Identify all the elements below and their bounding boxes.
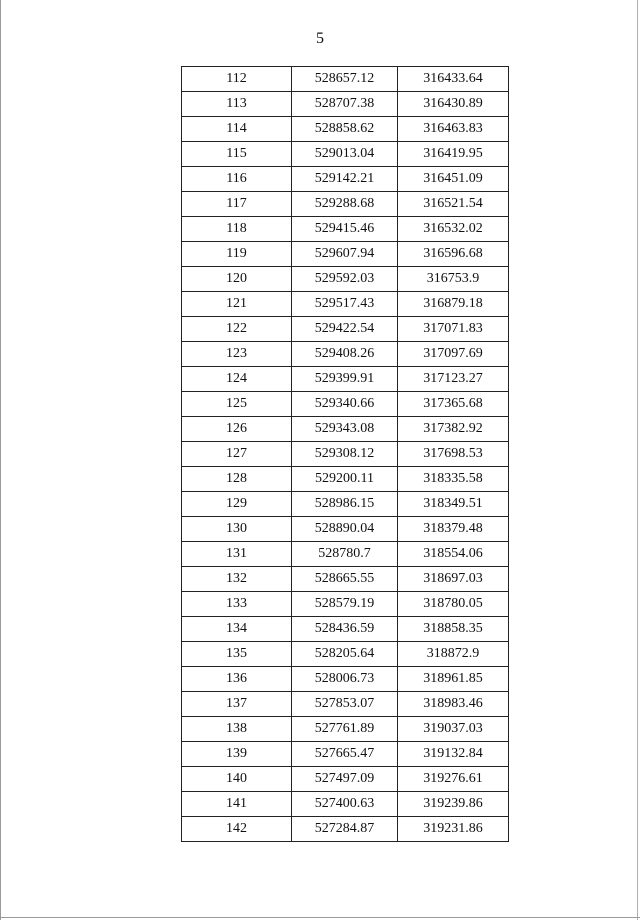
y-coordinate-cell: 318349.51: [398, 492, 509, 517]
table-row: [182, 517, 509, 542]
x-coordinate-cell: 529340.66: [292, 392, 398, 417]
table-row: [182, 167, 509, 192]
y-coordinate-cell: 316596.68: [398, 242, 509, 267]
point-number-cell: 115: [182, 142, 292, 167]
point-number-cell: 131: [182, 542, 292, 567]
table-row: [182, 342, 509, 367]
table-row: [182, 317, 509, 342]
x-coordinate-cell: 529592.03: [292, 267, 398, 292]
x-coordinate-cell: 528436.59: [292, 617, 398, 642]
table-row: [182, 117, 509, 142]
x-coordinate-cell: 529607.94: [292, 242, 398, 267]
point-number-cell: 137: [182, 692, 292, 717]
table-row: [182, 267, 509, 292]
x-coordinate-cell: 529142.21: [292, 167, 398, 192]
table-row: [182, 642, 509, 667]
x-coordinate-cell: 528780.7: [292, 542, 398, 567]
y-coordinate-cell: 316451.09: [398, 167, 509, 192]
x-coordinate-cell: 528707.38: [292, 92, 398, 117]
table-row: [182, 492, 509, 517]
y-coordinate-cell: 319276.61: [398, 767, 509, 792]
y-coordinate-cell: 316879.18: [398, 292, 509, 317]
point-number-cell: 138: [182, 717, 292, 742]
x-coordinate-cell: 527853.07: [292, 692, 398, 717]
point-number-cell: 139: [182, 742, 292, 767]
x-coordinate-cell: 529517.43: [292, 292, 398, 317]
y-coordinate-cell: 317071.83: [398, 317, 509, 342]
table-row: [182, 367, 509, 392]
x-coordinate-cell: 529200.11: [292, 467, 398, 492]
point-number-cell: 132: [182, 567, 292, 592]
x-coordinate-cell: 529308.12: [292, 442, 398, 467]
y-coordinate-cell: 319239.86: [398, 792, 509, 817]
table-row: [182, 92, 509, 117]
point-number-cell: 116: [182, 167, 292, 192]
table-row: [182, 217, 509, 242]
table-row: [182, 717, 509, 742]
table-row: [182, 692, 509, 717]
table-row: [182, 667, 509, 692]
point-number-cell: 117: [182, 192, 292, 217]
x-coordinate-cell: 527400.63: [292, 792, 398, 817]
point-number-cell: 134: [182, 617, 292, 642]
x-coordinate-cell: 529288.68: [292, 192, 398, 217]
y-coordinate-cell: 317097.69: [398, 342, 509, 367]
table-row: [182, 442, 509, 467]
table-row: [182, 767, 509, 792]
y-coordinate-cell: 316521.54: [398, 192, 509, 217]
table-row: [182, 792, 509, 817]
table-row: [182, 542, 509, 567]
point-number-cell: 128: [182, 467, 292, 492]
x-coordinate-cell: 528665.55: [292, 567, 398, 592]
point-number-cell: 135: [182, 642, 292, 667]
y-coordinate-cell: 318697.03: [398, 567, 509, 592]
point-number-cell: 118: [182, 217, 292, 242]
x-coordinate-cell: 527497.09: [292, 767, 398, 792]
x-coordinate-cell: 528657.12: [292, 67, 398, 92]
page-edge-right: [637, 0, 638, 920]
point-number-cell: 126: [182, 417, 292, 442]
y-coordinate-cell: 316430.89: [398, 92, 509, 117]
y-coordinate-cell: 318379.48: [398, 517, 509, 542]
table-row: [182, 392, 509, 417]
table-row: [182, 242, 509, 267]
coordinates-table: [181, 66, 509, 842]
table-row: [182, 817, 509, 842]
table-row: [182, 567, 509, 592]
table-row: [182, 192, 509, 217]
y-coordinate-cell: 317365.68: [398, 392, 509, 417]
y-coordinate-cell: 319037.03: [398, 717, 509, 742]
y-coordinate-cell: 319132.84: [398, 742, 509, 767]
point-number-cell: 127: [182, 442, 292, 467]
y-coordinate-cell: 318961.85: [398, 667, 509, 692]
page-edge-left: [0, 0, 1, 920]
table-row: [182, 292, 509, 317]
x-coordinate-cell: 527284.87: [292, 817, 398, 842]
point-number-cell: 122: [182, 317, 292, 342]
y-coordinate-cell: 318554.06: [398, 542, 509, 567]
y-coordinate-cell: 316463.83: [398, 117, 509, 142]
point-number-cell: 119: [182, 242, 292, 267]
x-coordinate-cell: 529013.04: [292, 142, 398, 167]
point-number-cell: 125: [182, 392, 292, 417]
point-number-cell: 113: [182, 92, 292, 117]
point-number-cell: 114: [182, 117, 292, 142]
point-number-cell: 130: [182, 517, 292, 542]
y-coordinate-cell: 318858.35: [398, 617, 509, 642]
point-number-cell: 120: [182, 267, 292, 292]
x-coordinate-cell: 529399.91: [292, 367, 398, 392]
table-row: [182, 742, 509, 767]
x-coordinate-cell: 528006.73: [292, 667, 398, 692]
y-coordinate-cell: 318983.46: [398, 692, 509, 717]
point-number-cell: 136: [182, 667, 292, 692]
table-row: [182, 467, 509, 492]
x-coordinate-cell: 529415.46: [292, 217, 398, 242]
table-row: [182, 142, 509, 167]
y-coordinate-cell: 317382.92: [398, 417, 509, 442]
page-edge-bottom: [0, 917, 640, 918]
x-coordinate-cell: 529422.54: [292, 317, 398, 342]
x-coordinate-cell: 529343.08: [292, 417, 398, 442]
point-number-cell: 141: [182, 792, 292, 817]
x-coordinate-cell: 528205.64: [292, 642, 398, 667]
point-number-cell: 124: [182, 367, 292, 392]
table-row: [182, 417, 509, 442]
point-number-cell: 112: [182, 67, 292, 92]
x-coordinate-cell: 528986.15: [292, 492, 398, 517]
point-number-cell: 121: [182, 292, 292, 317]
point-number-cell: 142: [182, 817, 292, 842]
coordinates-table-body: [182, 67, 509, 842]
page-number: 5: [316, 30, 324, 47]
x-coordinate-cell: 527665.47: [292, 742, 398, 767]
x-coordinate-cell: 528579.19: [292, 592, 398, 617]
y-coordinate-cell: 316419.95: [398, 142, 509, 167]
table-row: [182, 67, 509, 92]
y-coordinate-cell: 317698.53: [398, 442, 509, 467]
point-number-cell: 140: [182, 767, 292, 792]
y-coordinate-cell: 316433.64: [398, 67, 509, 92]
y-coordinate-cell: 318335.58: [398, 467, 509, 492]
point-number-cell: 123: [182, 342, 292, 367]
x-coordinate-cell: 527761.89: [292, 717, 398, 742]
y-coordinate-cell: 316753.9: [398, 267, 509, 292]
x-coordinate-cell: 528890.04: [292, 517, 398, 542]
y-coordinate-cell: 319231.86: [398, 817, 509, 842]
y-coordinate-cell: 317123.27: [398, 367, 509, 392]
x-coordinate-cell: 528858.62: [292, 117, 398, 142]
x-coordinate-cell: 529408.26: [292, 342, 398, 367]
y-coordinate-cell: 318780.05: [398, 592, 509, 617]
y-coordinate-cell: 318872.9: [398, 642, 509, 667]
point-number-cell: 133: [182, 592, 292, 617]
y-coordinate-cell: 316532.02: [398, 217, 509, 242]
point-number-cell: 129: [182, 492, 292, 517]
table-row: [182, 592, 509, 617]
table-row: [182, 617, 509, 642]
